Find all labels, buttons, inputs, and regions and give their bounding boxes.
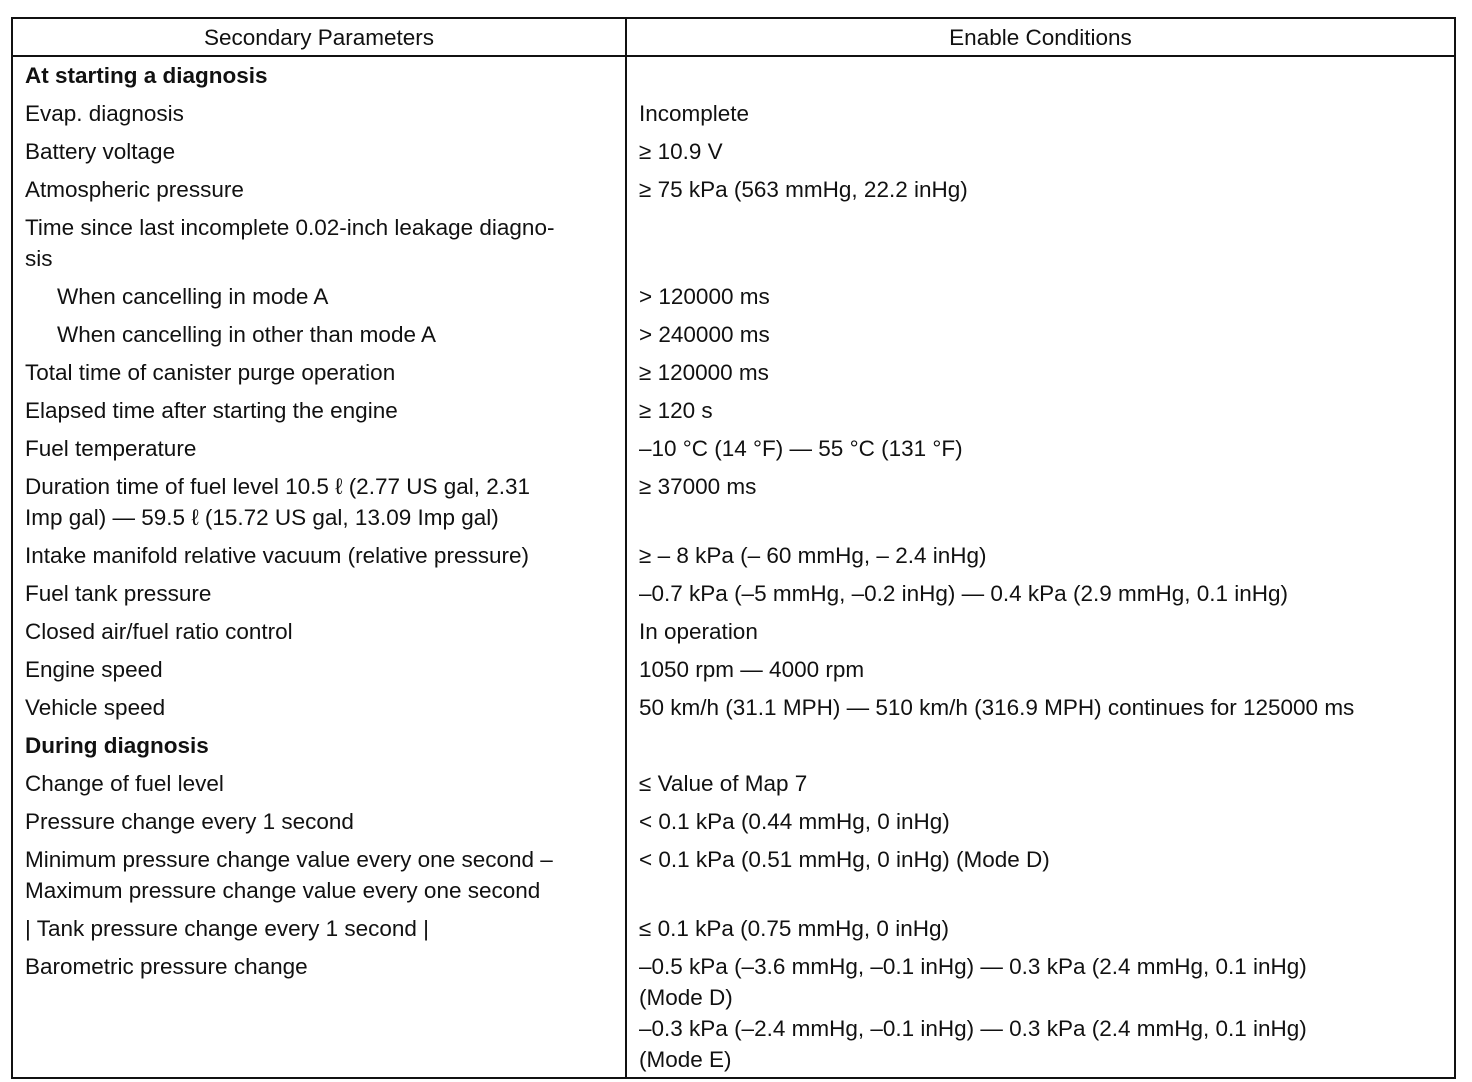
section-heading: During diagnosis <box>12 727 626 765</box>
parameter-cell: Duration time of fuel level 10.5 ℓ (2.77 US gal, 2.31 Imp gal) — 59.5 ℓ (15.72 US gal, 13.09 Imp gal) <box>12 468 626 537</box>
condition-cell: –10 °C (14 °F) — 55 °C (131 °F) <box>626 430 1455 468</box>
parameter-cell: When cancelling in other than mode A <box>12 316 626 354</box>
condition-cell <box>626 727 1455 765</box>
table-row <box>12 278 1455 316</box>
parameter-cell: | Tank pressure change every 1 second | <box>12 910 626 948</box>
table-row <box>12 316 1455 354</box>
parameter-cell: Minimum pressure change value every one second – Maximum pressure change value every one second <box>12 841 626 910</box>
parameter-cell: Vehicle speed <box>12 689 626 727</box>
parameter-cell: Engine speed <box>12 651 626 689</box>
condition-cell: –0.5 kPa (–3.6 mmHg, –0.1 inHg) — 0.3 kPa (2.4 mmHg, 0.1 inHg) (Mode D) –0.3 kPa (–2.4 mmHg, –0.1 inHg) — 0.3 kPa (2.4 mmHg, 0.1 inHg) (Mode E) <box>626 948 1455 1078</box>
parameter-cell: Intake manifold relative vacuum (relative pressure) <box>12 537 626 575</box>
table-row <box>12 803 1455 841</box>
parameter-cell: Closed air/fuel ratio control <box>12 613 626 651</box>
parameter-cell: Fuel tank pressure <box>12 575 626 613</box>
table-header-row <box>12 18 1455 56</box>
parameter-cell: Time since last incomplete 0.02-inch leakage diagno- sis <box>12 209 626 278</box>
table-row <box>12 841 1455 910</box>
condition-cell: 50 km/h (31.1 MPH) — 510 km/h (316.9 MPH) continues for 125000 ms <box>626 689 1455 727</box>
parameter-cell: Barometric pressure change <box>12 948 626 1078</box>
condition-cell: > 240000 ms <box>626 316 1455 354</box>
table-row <box>12 209 1455 278</box>
condition-cell: ≥ 120 s <box>626 392 1455 430</box>
enable-conditions-table <box>11 17 1456 1079</box>
condition-cell: 1050 rpm — 4000 rpm <box>626 651 1455 689</box>
condition-cell: ≥ 37000 ms <box>626 468 1455 537</box>
condition-cell: > 120000 ms <box>626 278 1455 316</box>
condition-cell: ≥ 10.9 V <box>626 133 1455 171</box>
condition-cell: In operation <box>626 613 1455 651</box>
table-row <box>12 613 1455 651</box>
condition-cell: ≥ 75 kPa (563 mmHg, 22.2 inHg) <box>626 171 1455 209</box>
condition-cell: ≥ 120000 ms <box>626 354 1455 392</box>
condition-cell: –0.7 kPa (–5 mmHg, –0.2 inHg) — 0.4 kPa (2.9 mmHg, 0.1 inHg) <box>626 575 1455 613</box>
table-row <box>12 910 1455 948</box>
table-row <box>12 575 1455 613</box>
table-body <box>12 56 1455 1078</box>
condition-cell: < 0.1 kPa (0.44 mmHg, 0 inHg) <box>626 803 1455 841</box>
condition-cell: ≤ Value of Map 7 <box>626 765 1455 803</box>
table-row <box>12 430 1455 468</box>
parameter-cell: Battery voltage <box>12 133 626 171</box>
condition-cell <box>626 56 1455 95</box>
table-row <box>12 765 1455 803</box>
parameter-cell: Total time of canister purge operation <box>12 354 626 392</box>
section-row <box>12 56 1455 95</box>
section-row <box>12 727 1455 765</box>
parameter-cell: Pressure change every 1 second <box>12 803 626 841</box>
parameter-cell: Fuel temperature <box>12 430 626 468</box>
table-row <box>12 948 1455 1078</box>
parameter-cell: Atmospheric pressure <box>12 171 626 209</box>
parameter-cell: Evap. diagnosis <box>12 95 626 133</box>
header-enable-conditions: Enable Conditions <box>626 18 1455 56</box>
parameter-cell: Change of fuel level <box>12 765 626 803</box>
table-row <box>12 354 1455 392</box>
header-secondary-parameters: Secondary Parameters <box>12 18 626 56</box>
parameter-cell: When cancelling in mode A <box>12 278 626 316</box>
condition-cell: Incomplete <box>626 95 1455 133</box>
condition-cell: ≥ – 8 kPa (– 60 mmHg, – 2.4 inHg) <box>626 537 1455 575</box>
table-row <box>12 537 1455 575</box>
section-heading: At starting a diagnosis <box>12 56 626 95</box>
table-row <box>12 689 1455 727</box>
table-row <box>12 133 1455 171</box>
table-row <box>12 171 1455 209</box>
table-row <box>12 95 1455 133</box>
condition-cell <box>626 209 1455 278</box>
condition-cell: < 0.1 kPa (0.51 mmHg, 0 inHg) (Mode D) <box>626 841 1455 910</box>
parameter-cell: Elapsed time after starting the engine <box>12 392 626 430</box>
table-row <box>12 392 1455 430</box>
condition-cell: ≤ 0.1 kPa (0.75 mmHg, 0 inHg) <box>626 910 1455 948</box>
table-row <box>12 468 1455 537</box>
table-row <box>12 651 1455 689</box>
